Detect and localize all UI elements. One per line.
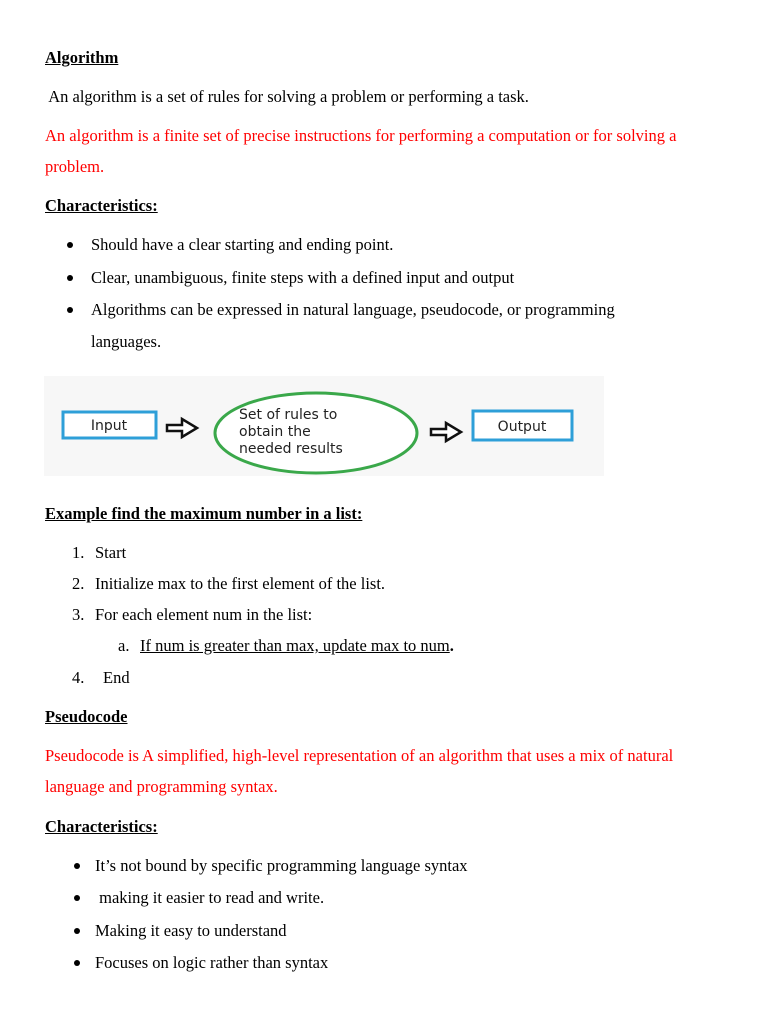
characteristic-item: Making it easy to understand: [95, 921, 287, 940]
step-text: End: [103, 668, 130, 687]
algorithm-flow-diagram: [44, 376, 604, 476]
step-number: 2.: [72, 574, 85, 593]
rules-ellipse: [215, 393, 417, 473]
ellipse-line3: needed results: [239, 441, 343, 457]
characteristic-item: Focuses on logic rather than syntax: [95, 953, 329, 972]
bullet-icon: [67, 242, 73, 248]
input-label: Input: [90, 418, 128, 434]
pseudocode-definition-line1: Pseudocode is A simplified, high-level representation of an algorithm that uses a mix of natural: [45, 746, 674, 765]
bullet-icon: [67, 307, 73, 313]
substep-period: .: [449, 636, 454, 655]
ellipse-line1: Set of rules to: [239, 407, 338, 423]
bullet-icon: [67, 275, 73, 281]
bullet-icon: [74, 895, 80, 901]
output-label: Output: [497, 419, 547, 435]
algorithm-definition-line2: problem.: [45, 157, 105, 176]
characteristic-item: Should have a clear starting and ending point.: [91, 235, 394, 254]
substep-text: If num is greater than max, update max to num: [140, 636, 450, 655]
step-text: Start: [95, 543, 127, 562]
step-number: 4.: [72, 668, 85, 687]
step-text: Initialize max to the first element of the list.: [95, 574, 386, 593]
characteristic-item: Algorithms can be expressed in natural language, pseudocode, or programming: [91, 300, 615, 319]
algorithm-heading: Algorithm: [45, 48, 119, 67]
bullet-icon: [74, 928, 80, 934]
input-box: [63, 412, 156, 438]
bullet-icon: [74, 960, 80, 966]
output-box: [473, 411, 572, 440]
step-text: For each element num in the list:: [95, 605, 313, 624]
substep-label: a.: [118, 636, 130, 655]
substep: [140, 638, 454, 655]
algorithm-definition-line1: An algorithm is a finite set of precise instructions for performing a computation or for solving a: [45, 126, 677, 145]
ellipse-line2: obtain the: [239, 424, 311, 440]
step-number: 3.: [72, 605, 85, 624]
characteristic-item-continuation: languages.: [91, 332, 162, 351]
algorithm-intro: An algorithm is a set of rules for solving a problem or performing a task.: [45, 87, 529, 106]
characteristic-item: Clear, unambiguous, finite steps with a defined input and output: [91, 268, 515, 287]
characteristics-heading: Characteristics:: [45, 196, 158, 215]
bullet-icon: [74, 863, 80, 869]
pseudocode-heading: Pseudocode: [45, 707, 128, 726]
characteristic-item: It’s not bound by specific programming language syntax: [95, 856, 468, 875]
example-heading: Example find the maximum number in a list:: [45, 504, 363, 523]
characteristic-item: making it easier to read and write.: [95, 888, 325, 907]
pseudocode-definition-line2: language and programming syntax.: [45, 777, 278, 796]
step-number: 1.: [72, 543, 85, 562]
characteristics-heading: Characteristics:: [45, 817, 158, 836]
